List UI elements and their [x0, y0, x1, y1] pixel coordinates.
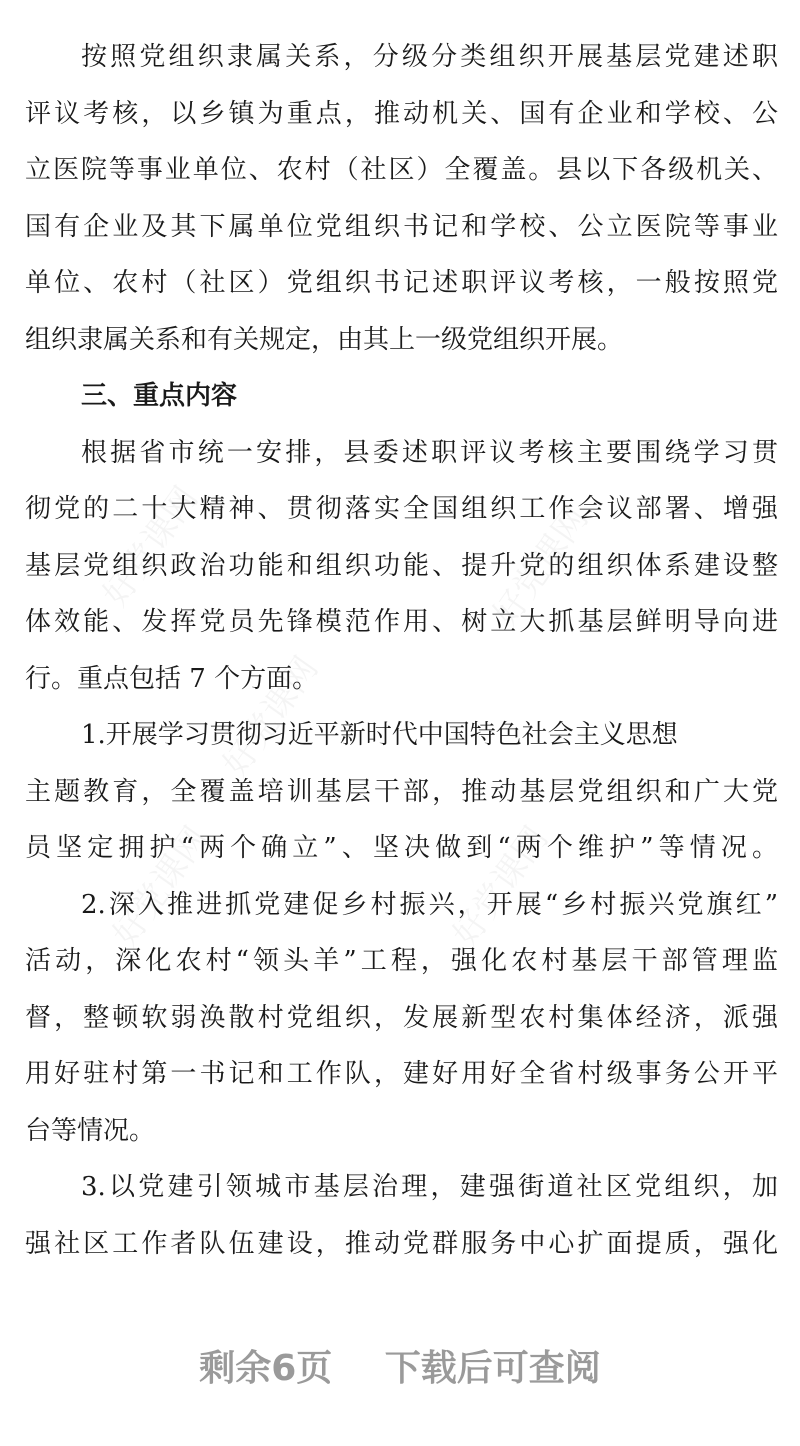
list-item-2-line: 2.深入推进抓党建促乡村振兴，开展“乡村振兴党旗红”	[81, 889, 778, 920]
text-line: 督，整顿软弱涣散村党组织，发展新型农村集体经济，派强	[25, 1002, 778, 1033]
list-item-1-line: 1.开展学习贯彻习近平新时代中国特色社会主义思想	[81, 720, 678, 750]
text-line: 彻党的二十大精神、贯彻落实全国组织工作会议部署、增强	[25, 494, 778, 524]
text-line: 按照党组织隶属关系，分级分类组织开展基层党建述职	[81, 42, 778, 72]
text-line: 评议考核，以乡镇为重点，推动机关、国有企业和学校、公	[25, 98, 778, 129]
text-line: 用好驻村第一书记和工作队，建好用好全省村级事务公开平	[25, 1059, 778, 1089]
text-line: 主题教育，全覆盖培训基层干部，推动基层党组织和广大党	[25, 776, 778, 807]
download-prompt[interactable]	[0, 1340, 800, 1391]
text-line: 单位、农村（社区）党组织书记述职评议考核，一般按照党	[25, 268, 778, 298]
text-line: 组织隶属关系和有关规定，由其上一级党组织开展。	[25, 324, 624, 355]
text-line: 员坚定拥护“两个确立”、坚决做到“两个维护”等情况。	[25, 833, 778, 863]
text-line: 国有企业及其下属单位党组织书记和学校、公立医院等事业	[25, 211, 778, 242]
remaining-pages-label: 剩余6页	[199, 1348, 333, 1389]
text-line: 体效能、发挥党员先锋模范作用、树立大抓基层鲜明导向进	[25, 607, 778, 637]
text-line: 立医院等事业单位、农村（社区）全覆盖。县以下各级机关、	[25, 155, 778, 185]
list-item-3-line: 3.以党建引领城市基层治理，建强街道社区党组织，加	[81, 1172, 778, 1202]
document-body	[25, 29, 778, 1272]
text-line: 台等情况。	[25, 1115, 156, 1146]
text-line: 行。重点包括 7 个方面。	[25, 663, 319, 694]
section-heading: 三、重点内容	[81, 381, 238, 411]
text-line: 活动，深化农村“领头羊”工程，强化农村基层干部管理监	[25, 946, 778, 976]
text-line: 强社区工作者队伍建设，推动党群服务中心扩面提质，强化	[25, 1228, 778, 1259]
text-line: 基层党组织政治功能和组织功能、提升党的组织体系建设整	[25, 550, 778, 581]
download-to-view-label[interactable]: 下载后可查阅	[384, 1348, 601, 1389]
text-line: 根据省市统一安排，县委述职评议考核主要围绕学习贯	[81, 437, 778, 468]
